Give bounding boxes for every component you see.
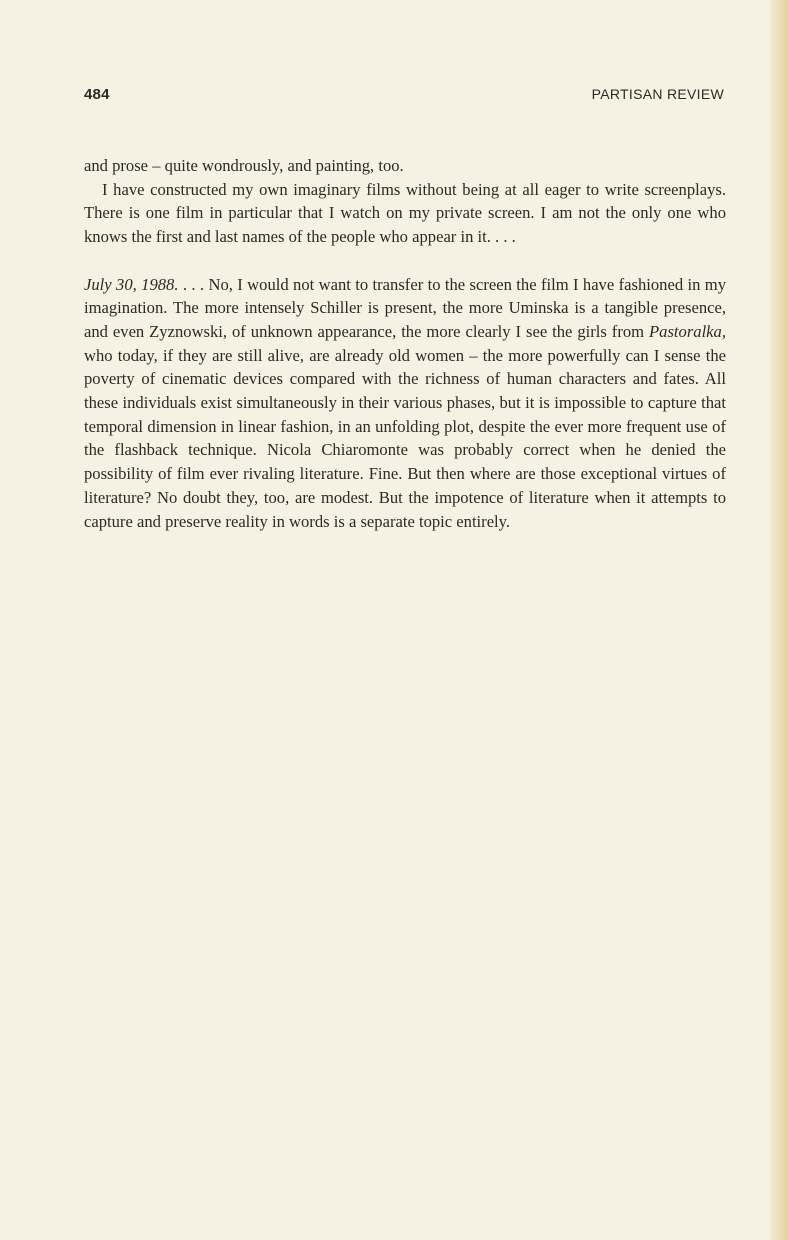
entry-text-part1: . . . No, I would not want to transfer to the screen the film I have fashioned in my imagination. The more intensely Schiller is present, the more Uminska is a tangible presence, and even Zyznowski, of unknown appearance, the more clearly I see the girls from bbox=[84, 274, 726, 341]
paragraph-continuation: and prose – quite wondrously, and painting, too. bbox=[84, 156, 404, 175]
page-number: 484 bbox=[84, 86, 110, 103]
paragraph-films: I have constructed my own imaginary films without being at all eager to write screenplays. There is one film in particular that I watch on my private screen. I am not the only one who knows the first and last names of the people who appear in it. . . . bbox=[84, 179, 726, 247]
running-head: PARTISAN REVIEW bbox=[591, 86, 724, 102]
page-edge-shadow bbox=[770, 0, 788, 1240]
page-header bbox=[84, 86, 724, 110]
entry-text-part2: who today, if they are still alive, are already old women – the more powerfully can I sense the poverty of cinematic devices compared with the richness of human characters and fates. All these individuals exist simultaneously in their various phases, but it is impossible to capture that temporal dimension in linear fashion, in an unfolding plot, despite the ever more frequent use of the flashback technique. Nicola Chiaromonte was probably correct when he denied the possibility of film ever rivaling literature. Fine. But then where are those exceptional virtues of literature? No doubt they, too, are modest. But the impotence of literature when it attempts to capture and preserve reality in words is a separate topic entirely. bbox=[84, 345, 726, 531]
body-text bbox=[84, 154, 726, 533]
diary-entry bbox=[84, 273, 726, 534]
entry-date: July 30, 1988. bbox=[84, 274, 179, 294]
entry-italic-title: Pastoralka, bbox=[649, 321, 726, 341]
